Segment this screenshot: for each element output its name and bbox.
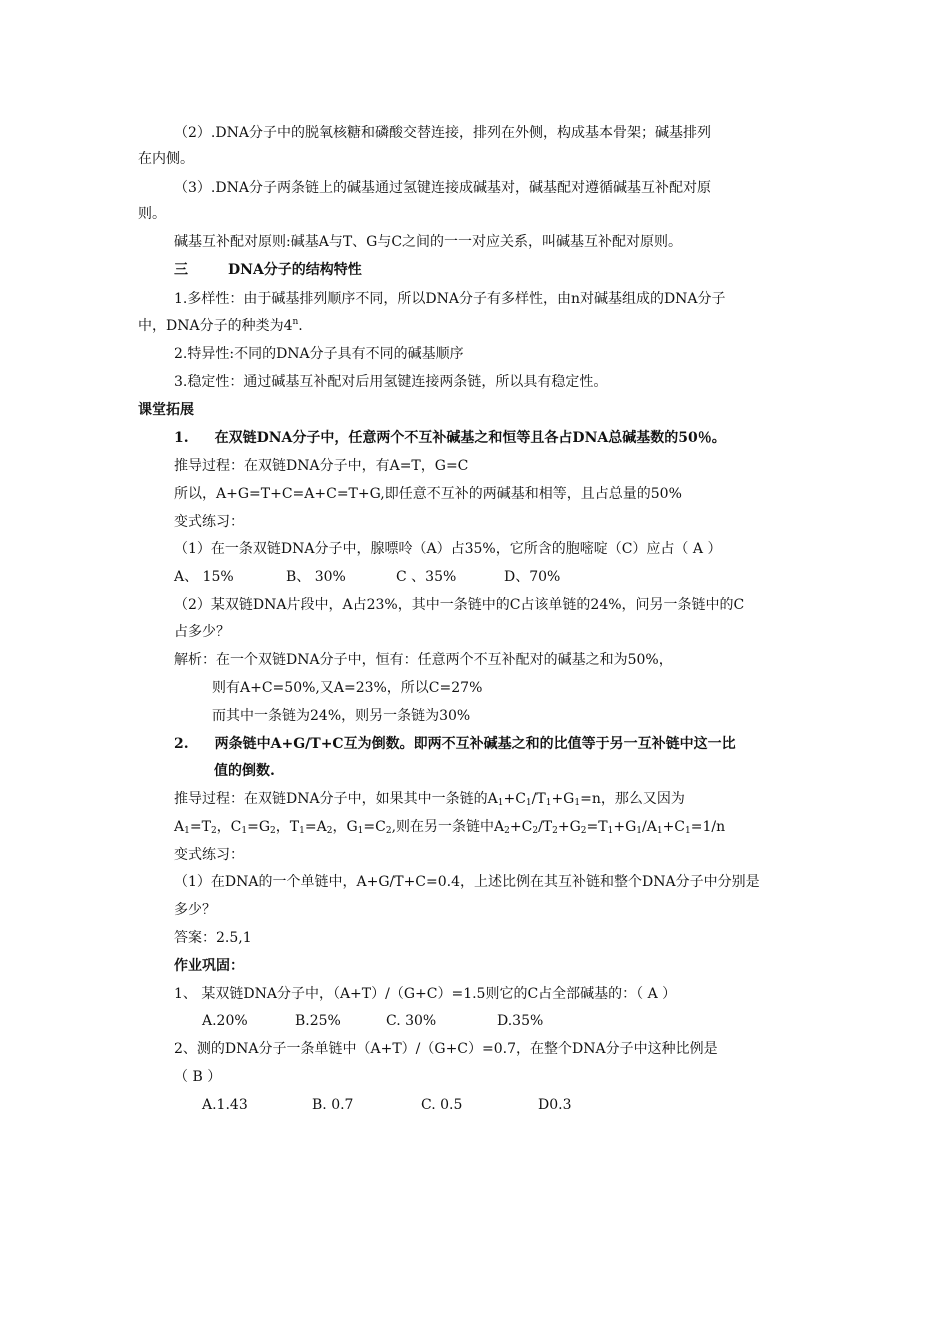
homework-2-option-a: A.1.43 — [202, 1097, 248, 1113]
homework-1-option-d: D.35% — [497, 1013, 544, 1029]
question-1: （1）在一条双链DNA分子中，腺嘌呤（A）占35%，它所含的胞嘧啶（C）应占（ A ） — [174, 541, 722, 557]
derivation-3 — [174, 789, 685, 809]
diversity-period: . — [298, 318, 303, 334]
homework-heading: 作业巩固： — [174, 958, 244, 974]
homework-2-option-d: D0.3 — [538, 1097, 572, 1113]
section-3-heading — [174, 260, 362, 280]
section-3-title: DNA分子的结构特性 — [228, 262, 362, 278]
exercise-label-1: 变式练习： — [174, 514, 244, 530]
derivation-2: 所以，A+G=T+C=A+C=T+G,即任意不互补的两碱基和相等，且占总量的50% — [174, 486, 682, 502]
rule-1 — [174, 428, 726, 448]
diversity-text: 中，DNA分子的种类为4 — [138, 318, 293, 334]
homework-1-option-b: B.25% — [295, 1013, 341, 1029]
question-3-line-1: （1）在DNA的一个单链中，A+G/T+C=0.4，上述比例在其互补链和整个DNA分子中分别是 — [174, 874, 760, 890]
exercise-label-2: 变式练习： — [174, 847, 244, 863]
derivation-1: 推导过程：在双链DNA分子中，有A=T，G=C — [174, 458, 469, 474]
diversity-line-2 — [138, 316, 303, 336]
diversity-exponent: n — [292, 317, 299, 327]
homework-2-option-c: C. 0.5 — [421, 1097, 463, 1113]
question-1-option-d: D、70% — [504, 569, 561, 585]
paragraph-3-line-1: （3）.DNA分子两条链上的碱基通过氢键连接成碱基对，碱基配对遵循碱基互补配对原 — [174, 180, 711, 196]
homework-2-option-b: B. 0.7 — [312, 1097, 354, 1113]
specificity-line: 2.特异性:不同的DNA分子具有不同的碱基顺序 — [174, 346, 464, 362]
base-pairing-principle: 碱基互补配对原则:碱基A与T、G与C之间的一一对应关系，叫碱基互补配对原则。 — [174, 234, 683, 250]
derivation-3-text: 推导过程：在双链DNA分子中，如果其中一条链的 — [174, 791, 488, 807]
paragraph-3-line-2: 则。 — [138, 206, 166, 222]
answer-line: 答案：2.5,1 — [174, 930, 252, 946]
rule-2-text: 两条链中A+G/T+C互为倒数。即两不互补碱基之和的比值等于另一互补链中这一比 — [214, 736, 736, 752]
analysis-line-1: 解析：在一个双链DNA分子中，恒有：任意两个不互补配对的碱基之和为50%， — [174, 652, 673, 668]
question-1-option-b: B、 30% — [286, 569, 346, 585]
extension-heading: 课堂拓展 — [138, 402, 194, 418]
rule-2-number: 2. — [174, 736, 189, 752]
paragraph-2-line-2: 在内侧。 — [138, 151, 194, 167]
homework-1-option-c: C. 30% — [386, 1013, 437, 1029]
rule-2-line-1 — [174, 734, 736, 754]
section-3-number: 三 — [174, 262, 188, 278]
rule-1-text: 在双链DNA分子中，任意两个不互补碱基之和恒等且各占DNA总碱基数的50％。 — [214, 430, 726, 446]
rule-1-number: 1. — [174, 430, 189, 446]
derivation-3-tail: ，那么又因为 — [600, 791, 685, 807]
homework-question-2-line-2: （ B ） — [174, 1069, 222, 1085]
paragraph-2-line-1: （2）.DNA分子中的脱氧核糖和磷酸交替连接，排列在外侧，构成基本骨架；碱基排列 — [174, 125, 711, 141]
question-2-line-2: 占多少？ — [174, 624, 230, 640]
homework-question-1: 1、 某双链DNA分子中，（A+T）/（G+C）=1.5则它的C占全部碱基的：（ A ） — [174, 986, 677, 1002]
diversity-line-1: 1.多样性：由于碱基排列顺序不同，所以DNA分子有多样性，由n对碱基组成的DNA分子 — [174, 291, 726, 307]
question-1-option-a: A、 15% — [174, 569, 234, 585]
analysis-line-2: 则有A+C=50%,又A=23%，所以C=27% — [212, 680, 483, 696]
homework-question-2-line-1: 2、测的DNA分子一条单链中（A+T）/（G+C）=0.7，在整个DNA分子中这种比例是 — [174, 1041, 718, 1057]
question-2-line-1: （2）某双链DNA片段中，A占23%，其中一条链中的C占该单链的24%，问另一条链中的C — [174, 597, 745, 613]
derivation-4: $A_1=T_2$，$C_1=G_2$，$T_1=A_2$，$G_1=C_2$,则在另一条链中$A_2+C_2/T_2+G_2=T_1+G_1/A_1+C_1=1/n$ — [174, 819, 726, 836]
question-3-line-2: 多少？ — [174, 902, 216, 918]
homework-1-option-a: A.20% — [202, 1013, 248, 1029]
rule-2-line-2: 值的倒数. — [214, 763, 275, 779]
stability-line: 3.稳定性：通过碱基互补配对后用氢键连接两条链，所以具有稳定性。 — [174, 374, 608, 390]
derivation-3-expr: $A_1+C_1/T_1+G_1=n$ — [487, 791, 601, 808]
analysis-line-3: 而其中一条链为24%，则另一条链为30% — [212, 708, 471, 724]
question-1-option-c: C 、35% — [396, 569, 457, 585]
